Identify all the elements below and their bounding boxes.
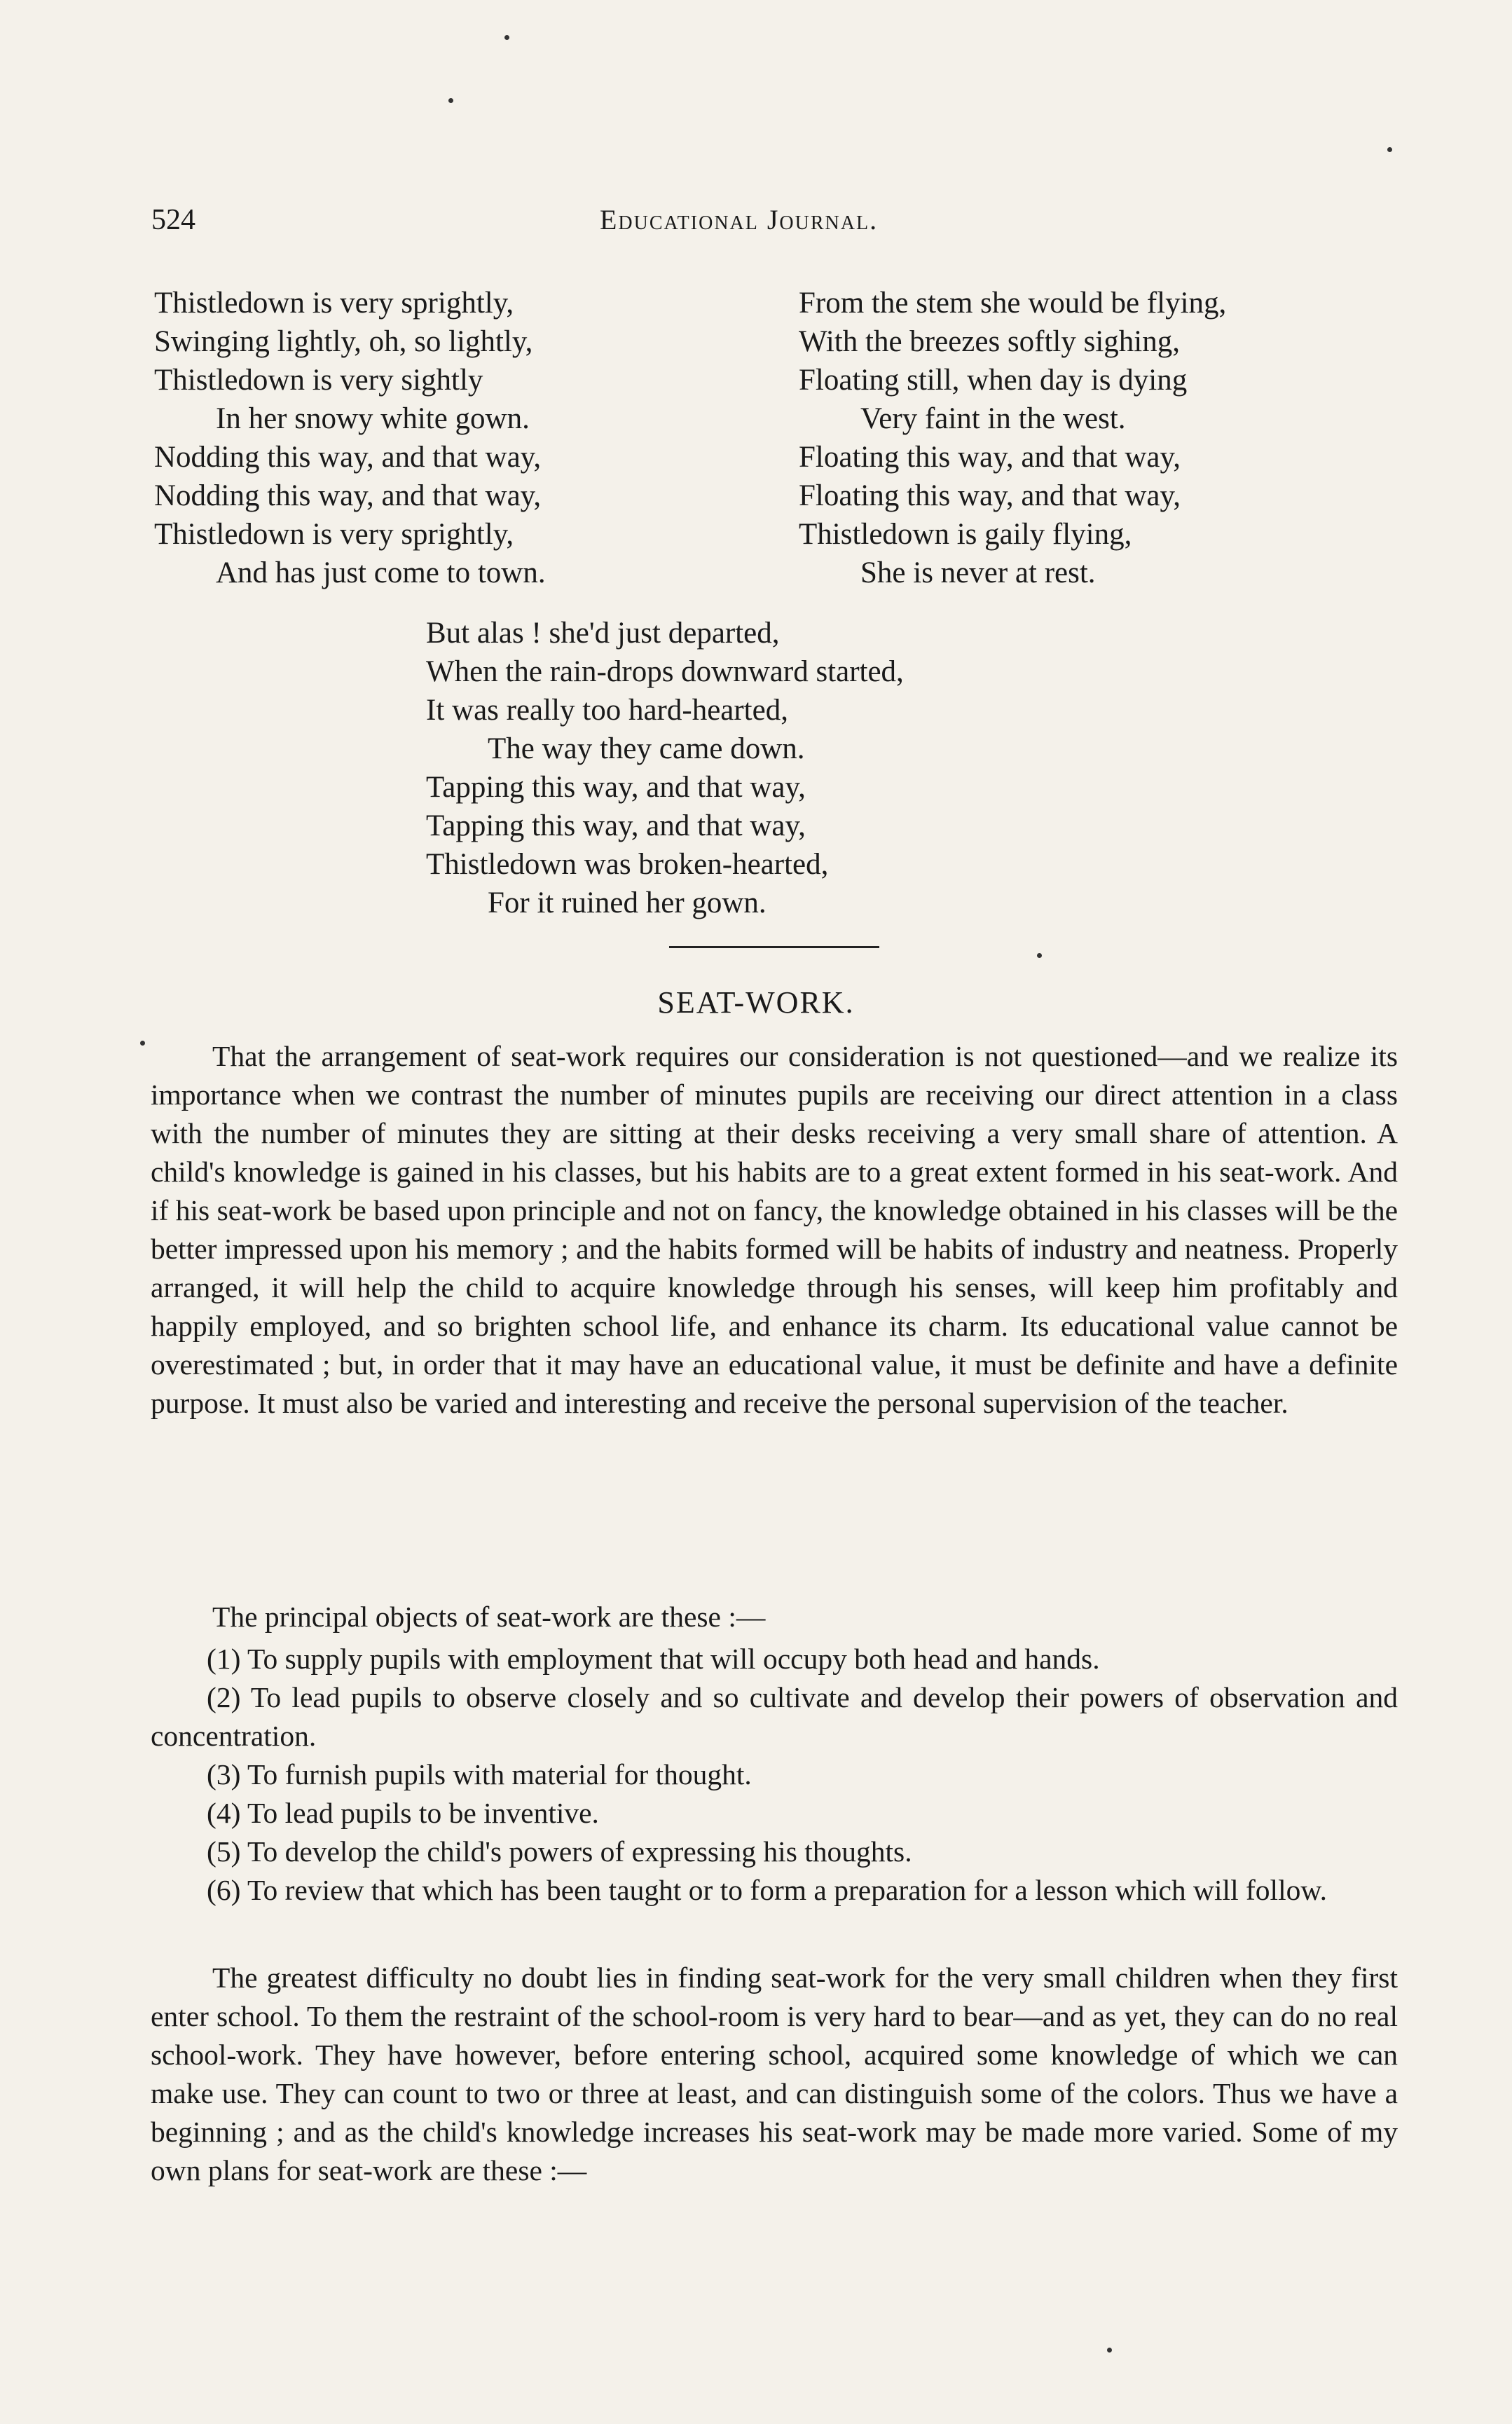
- body-paragraph: [151, 1037, 1398, 1423]
- objectives-list: [151, 1640, 1398, 1910]
- poem-line: And has just come to town.: [216, 556, 546, 589]
- list-item: (1) To supply pupils with employment that will occupy both head and hands.: [207, 1643, 1100, 1675]
- paragraph-text: That the arrangement of seat-work requires our consideration is not questioned—and we realize its importance when we contrast the number of minutes pupils are receiving our direct attention in a class with the number of minutes they are sitting at their desks receiving a very small share of attention. A child's knowledge is gained in his classes, but his habits are to a great extent formed in his seat-work. And if his seat-work be based upon principle and not on fancy, the knowledge obtained in his classes will be the better impressed upon his memory ; and the habits formed will be habits of industry and neatness. Properly arranged, it will help the child to acquire knowledge through his senses, will keep him profitably and happily employed, and so brighten school life, and enhance its charm. Its educational value cannot be overestimated ; but, in order that it may have an educational value, it must be definite and have a definite purpose. It must also be varied and interesting and receive the personal supervision of the teacher.: [151, 1040, 1398, 1419]
- body-paragraph: [151, 1598, 1398, 1636]
- paragraph-text: The greatest difficulty no doubt lies in finding seat-work for the very small children when they first enter school. To them the restraint of the school-room is very hard to bear—and as yet, they can do no real school-work. They have however, before entering school, acquired some knowledge of which we can make use. They can count to two or three at least, and can distinguish some of the colors. Thus we have a beginning ; and as the child's knowledge increases his seat-work may be made more varied. Some of my own plans for seat-work are these :—: [151, 1961, 1398, 2186]
- poem-line: Tapping this way, and that way,: [426, 771, 806, 804]
- print-speck: [504, 35, 509, 40]
- poem-line: In her snowy white gown.: [216, 402, 530, 435]
- list-item: (5) To develop the child's powers of expressing his thoughts.: [207, 1835, 912, 1868]
- print-speck: [1037, 953, 1042, 958]
- poem-line: Very faint in the west.: [860, 402, 1126, 435]
- poem-stanza-right: [799, 284, 1226, 592]
- page-number: 524: [151, 204, 195, 236]
- poem-line: Nodding this way, and that way,: [154, 479, 542, 512]
- poem-line: Thistledown is gaily flying,: [799, 518, 1132, 551]
- poem-line: It was really too hard-hearted,: [426, 694, 788, 727]
- poem-line: With the breezes softly sighing,: [799, 325, 1181, 358]
- print-speck: [448, 98, 453, 103]
- running-title: Educational Journal.: [600, 204, 879, 235]
- print-speck: [1107, 2348, 1112, 2353]
- poem-line: Thistledown is very sprightly,: [154, 287, 514, 320]
- poem-line: For it ruined her gown.: [488, 886, 767, 919]
- poem-line: Floating this way, and that way,: [799, 479, 1181, 512]
- poem-line: From the stem she would be flying,: [799, 287, 1227, 320]
- list-item: (6) To review that which has been taught or to form a preparation for a lesson which will follow.: [207, 1874, 1328, 1906]
- poem-line: Swinging lightly, oh, so lightly,: [154, 325, 533, 358]
- poem-line: Tapping this way, and that way,: [426, 809, 806, 842]
- poem-stanza-left: [154, 284, 546, 592]
- poem-line: She is never at rest.: [860, 556, 1096, 589]
- print-speck: [140, 1041, 145, 1046]
- poem-line: The way they came down.: [488, 732, 805, 765]
- section-title: SEAT-WORK.: [657, 985, 855, 1020]
- poem-line: But alas ! she'd just departed,: [426, 617, 780, 650]
- list-item: (2) To lead pupils to observe closely and so cultivate and develop their powers of observation and concentration.: [151, 1681, 1398, 1752]
- poem-stanza-center: [426, 614, 904, 922]
- poem-line: Floating this way, and that way,: [799, 441, 1181, 474]
- poem-line: Nodding this way, and that way,: [154, 441, 542, 474]
- poem-line: Thistledown is very sprightly,: [154, 518, 514, 551]
- print-speck: [1387, 147, 1392, 152]
- paragraph-text: The principal objects of seat-work are these :—: [212, 1601, 766, 1633]
- poem-line: When the rain-drops downward started,: [426, 655, 904, 688]
- page-header: [151, 203, 1398, 245]
- list-item: (3) To furnish pupils with material for thought.: [207, 1758, 752, 1790]
- body-paragraph: [151, 1959, 1398, 2190]
- section-divider: [669, 946, 879, 948]
- poem-line: Thistledown is very sightly: [154, 364, 483, 397]
- poem-line: Thistledown was broken-hearted,: [426, 848, 829, 881]
- poem-line: Floating still, when day is dying: [799, 364, 1188, 397]
- list-item: (4) To lead pupils to be inventive.: [207, 1797, 599, 1829]
